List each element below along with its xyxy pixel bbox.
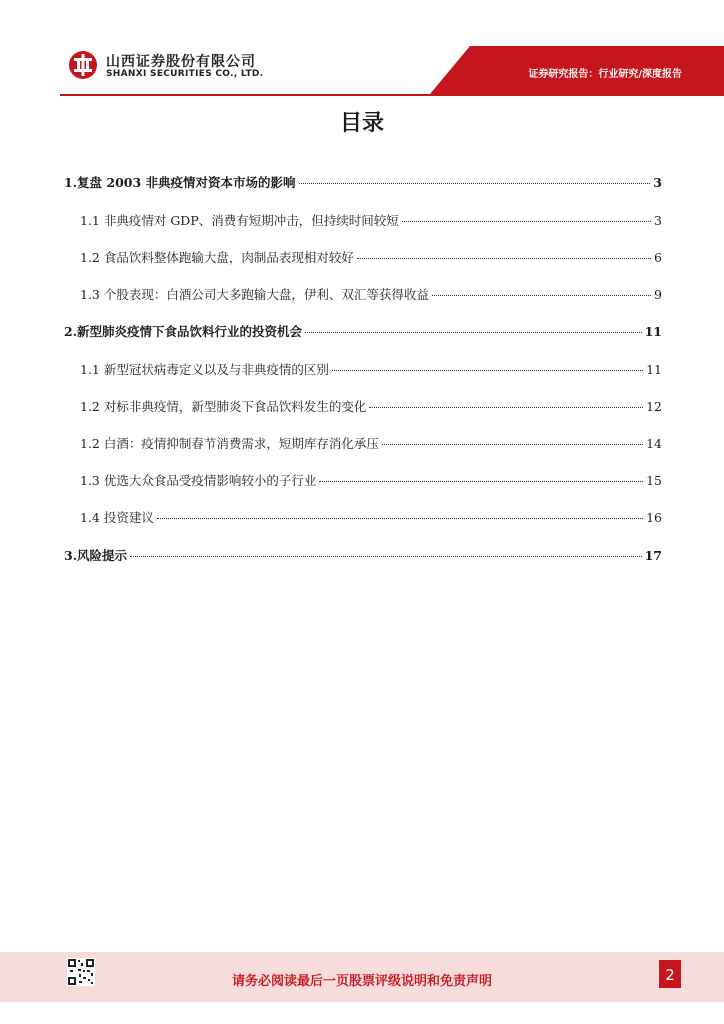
footer-disclaimer[interactable]: 请务必阅读最后一页股票评级说明和免责声明 — [231, 974, 492, 989]
page-number: 2 — [659, 960, 681, 988]
toc-leader-dots — [369, 407, 643, 408]
company-name-en: SHANXI SECURITIES CO., LTD. — [106, 69, 264, 79]
page-header — [0, 0, 724, 100]
toc-entry-page: 9 — [654, 287, 662, 302]
toc-entry-page: 15 — [646, 473, 662, 488]
toc-entry[interactable] — [64, 173, 662, 194]
toc-leader-dots — [319, 481, 643, 482]
toc-entry[interactable] — [64, 322, 662, 343]
toc-entry[interactable] — [64, 471, 662, 492]
toc-entry-text: 1.复盘 2003 非典疫情对资本市场的影响 — [64, 175, 296, 190]
toc-leader-dots — [130, 556, 642, 557]
toc-entry[interactable] — [64, 546, 662, 567]
toc-entry-text: 1.1 非典疫情对 GDP、消费有短期冲击，但持续时间较短 — [80, 213, 399, 228]
toc-entry-page: 6 — [654, 250, 662, 265]
toc-entry-page: 3 — [653, 175, 662, 190]
toc-entry[interactable] — [64, 285, 662, 306]
toc-entry[interactable] — [64, 434, 662, 455]
toc-entry[interactable] — [64, 397, 662, 418]
toc-title: 目录 — [339, 111, 384, 136]
toc-entry-text: 2.新型肺炎疫情下食品饮料行业的投资机会 — [64, 324, 303, 339]
toc-entry-page: 12 — [646, 399, 662, 414]
toc-entry-text: 1.1 新型冠状病毒定义以及与非典疫情的区别 — [80, 362, 329, 377]
toc-leader-dots — [299, 183, 651, 184]
toc-entry[interactable] — [64, 508, 662, 529]
toc-entry-page: 11 — [644, 324, 662, 339]
toc-leader-dots — [357, 258, 651, 259]
toc-leader-dots — [382, 444, 643, 445]
toc-entry-text: 1.3 优选大众食品受疫情影响较小的子行业 — [80, 473, 317, 488]
toc-entry-text: 1.3 个股表现：白酒公司大多跑输大盘，伊利、双汇等获得收益 — [80, 287, 429, 302]
header-divider — [60, 94, 724, 96]
toc-entry-text: 1.2 对标非典疫情，新型肺炎下食品饮料发生的变化 — [80, 399, 367, 414]
toc-entry[interactable] — [64, 248, 662, 269]
toc-entry[interactable] — [64, 360, 662, 381]
toc-entry-text: 1.4 投资建议 — [80, 510, 154, 525]
toc-leader-dots — [402, 221, 651, 222]
toc-entry-text: 1.2 食品饮料整体跑输大盘，肉制品表现相对较好 — [80, 250, 354, 265]
company-logo-icon — [68, 50, 98, 80]
toc-leader-dots — [157, 518, 643, 519]
toc-entry-page: 3 — [654, 213, 662, 228]
toc-entry-page: 11 — [646, 362, 662, 377]
table-of-contents — [64, 170, 662, 567]
toc-entry-text: 3.风险提示 — [64, 548, 128, 563]
toc-leader-dots — [432, 295, 651, 296]
toc-entry-page: 16 — [646, 510, 662, 525]
toc-entry[interactable] — [64, 211, 662, 232]
toc-leader-dots — [332, 370, 643, 371]
toc-entry-page: 17 — [644, 548, 662, 563]
company-name-cn: 山西证券股份有限公司 — [106, 54, 256, 70]
report-type: 证券研究报告：行业研究/深度报告 — [528, 69, 682, 80]
toc-entry-page: 14 — [646, 436, 662, 451]
toc-entry-text: 1.2 白酒：疫情抑制春节消费需求，短期库存消化承压 — [80, 436, 379, 451]
toc-leader-dots — [305, 332, 642, 333]
